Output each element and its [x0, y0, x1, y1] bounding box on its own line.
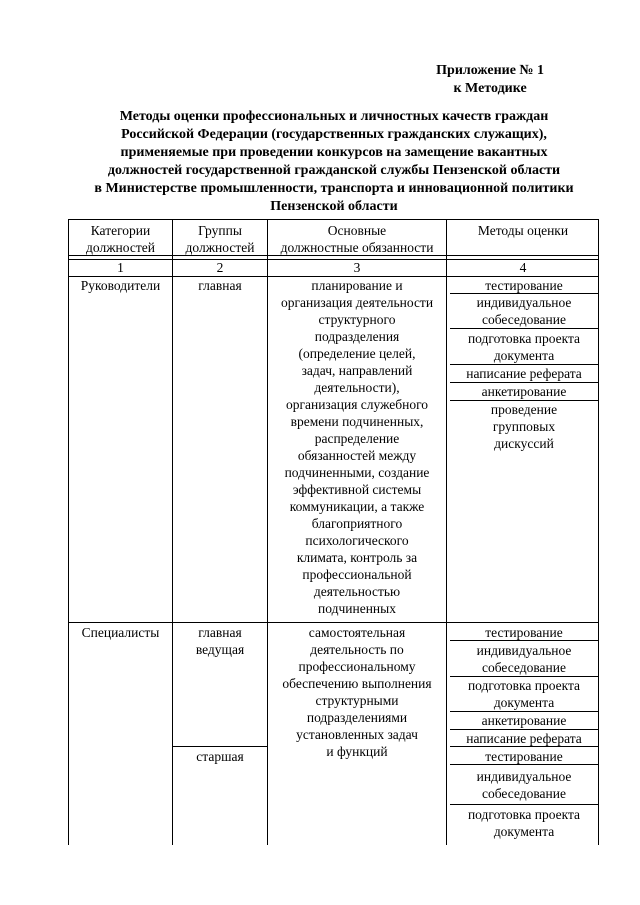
- duty-line: подразделениями: [306, 710, 408, 725]
- duty-line: организация деятельности: [280, 295, 434, 310]
- row-divider: [68, 622, 599, 623]
- method-text: собеседование: [482, 312, 566, 327]
- method-text: индивидуальное: [476, 643, 572, 658]
- method-text: подготовка проекта: [467, 807, 581, 822]
- column-number: 2: [216, 260, 224, 275]
- method-item: [450, 383, 598, 400]
- duty-line: распределение: [314, 431, 400, 446]
- method-text: написание реферата: [466, 731, 582, 746]
- group-main-leading: [173, 624, 267, 658]
- method-text: документа: [493, 695, 555, 710]
- method-item: [450, 365, 598, 382]
- duty-line: организация служебного: [285, 397, 429, 412]
- group-divider: [172, 746, 267, 747]
- header-text: должностей: [86, 240, 155, 255]
- duties-managers: [268, 277, 446, 617]
- duty-line: климата, контроль за: [296, 550, 418, 565]
- method-text: тестирование: [485, 625, 563, 640]
- method-text: написание реферата: [466, 366, 582, 381]
- duty-line: обеспечению выполнения: [282, 676, 432, 691]
- title-line: Российской Федерации (государственных гражданских служащих),: [121, 127, 547, 142]
- title-line: применяемые при проведении конкурсов на замещение вакантных: [120, 145, 548, 160]
- document-title: [70, 108, 598, 216]
- duty-line: задач, направлений: [301, 363, 413, 378]
- duty-line: деятельность по: [310, 642, 404, 657]
- duty-line: обязанностей между: [297, 448, 417, 463]
- method-text: индивидуальное: [476, 295, 572, 310]
- method-item: [450, 642, 598, 676]
- method-text: анкетирование: [481, 713, 567, 728]
- method-text: тестирование: [485, 278, 563, 293]
- title-line: в Министерстве промышленности, транспорта и инновационной политики: [94, 181, 574, 196]
- method-item: [450, 294, 598, 328]
- method-item: [450, 768, 598, 802]
- header-group: [173, 222, 267, 256]
- method-text: подготовка проекта: [467, 678, 581, 693]
- method-text: тестирование: [485, 749, 563, 764]
- duty-line: самостоятельная: [308, 625, 406, 640]
- method-text: анкетирование: [481, 384, 567, 399]
- duty-line: деятельностью: [313, 584, 401, 599]
- column-number: 1: [117, 260, 124, 275]
- group-senior: старшая: [196, 749, 244, 764]
- title-line: Методы оценки профессиональных и личностных качеств граждан: [119, 109, 549, 124]
- method-text: групповых: [492, 419, 556, 434]
- title-line: Пензенской области: [270, 199, 398, 214]
- duty-line: структурными: [315, 693, 399, 708]
- duty-line: (определение целей,: [298, 346, 416, 361]
- header-methods: [447, 222, 599, 239]
- duty-line: благоприятного: [311, 516, 403, 531]
- duty-line: подчиненными, создание: [284, 465, 430, 480]
- method-divider: [450, 804, 599, 805]
- method-divider: [450, 328, 599, 329]
- duty-line: подразделения: [314, 329, 400, 344]
- header-text: Основные: [327, 223, 387, 238]
- duty-line: подчиненных: [318, 601, 396, 616]
- header-text: должностей: [185, 240, 255, 255]
- category-specialists: Специалисты: [81, 625, 160, 640]
- duty-line: структурного: [318, 312, 396, 327]
- appendix-label: [436, 62, 544, 98]
- column-number: 3: [353, 260, 361, 275]
- category-managers: Руководители: [80, 278, 161, 293]
- duty-line: времени подчиненных,: [290, 414, 424, 429]
- method-text: подготовка проекта: [467, 331, 581, 346]
- header-text: должностные обязанности: [280, 240, 434, 255]
- duty-line: планирование и: [311, 278, 403, 293]
- header-text: Группы: [198, 223, 242, 238]
- method-text: документа: [493, 348, 555, 363]
- duty-line: установленных задач: [296, 727, 418, 742]
- method-text: собеседование: [482, 660, 566, 675]
- appendix-line-1: Приложение № 1: [436, 63, 544, 78]
- header-category: [69, 222, 172, 256]
- appendix-line-2: к Методике: [453, 81, 527, 96]
- group-text: ведущая: [195, 642, 245, 657]
- method-item: [450, 730, 598, 747]
- group-main: главная: [198, 278, 242, 293]
- method-item: [450, 748, 598, 765]
- method-text: дискуссий: [494, 436, 554, 451]
- duty-line: профессиональному: [298, 659, 416, 674]
- duty-line: профессиональной: [302, 567, 412, 582]
- method-item: [450, 677, 598, 711]
- method-text: собеседование: [482, 786, 566, 801]
- method-item: [450, 401, 598, 452]
- column-divider: [446, 219, 447, 845]
- title-line: должностей государственной гражданской службы Пензенской области: [107, 163, 561, 178]
- group-text: главная: [198, 625, 242, 640]
- method-text: проведение: [490, 402, 558, 417]
- method-item: [450, 712, 598, 729]
- duty-line: психологического: [305, 533, 409, 548]
- header-duties: [268, 222, 446, 256]
- header-text: Категории: [90, 223, 151, 238]
- duty-line: эффективной системы: [292, 482, 422, 497]
- method-text: индивидуальное: [476, 769, 572, 784]
- column-number: 4: [519, 260, 527, 275]
- method-item: [450, 624, 598, 641]
- method-item: [450, 806, 598, 840]
- duty-line: коммуникации, а также: [289, 499, 425, 514]
- duty-line: и функций: [326, 744, 388, 759]
- method-item: [450, 277, 598, 294]
- header-text: Методы оценки: [477, 223, 569, 238]
- method-text: документа: [493, 824, 555, 839]
- duty-line: деятельности),: [314, 380, 400, 395]
- method-item: [450, 330, 598, 364]
- duties-specialists: [268, 624, 446, 760]
